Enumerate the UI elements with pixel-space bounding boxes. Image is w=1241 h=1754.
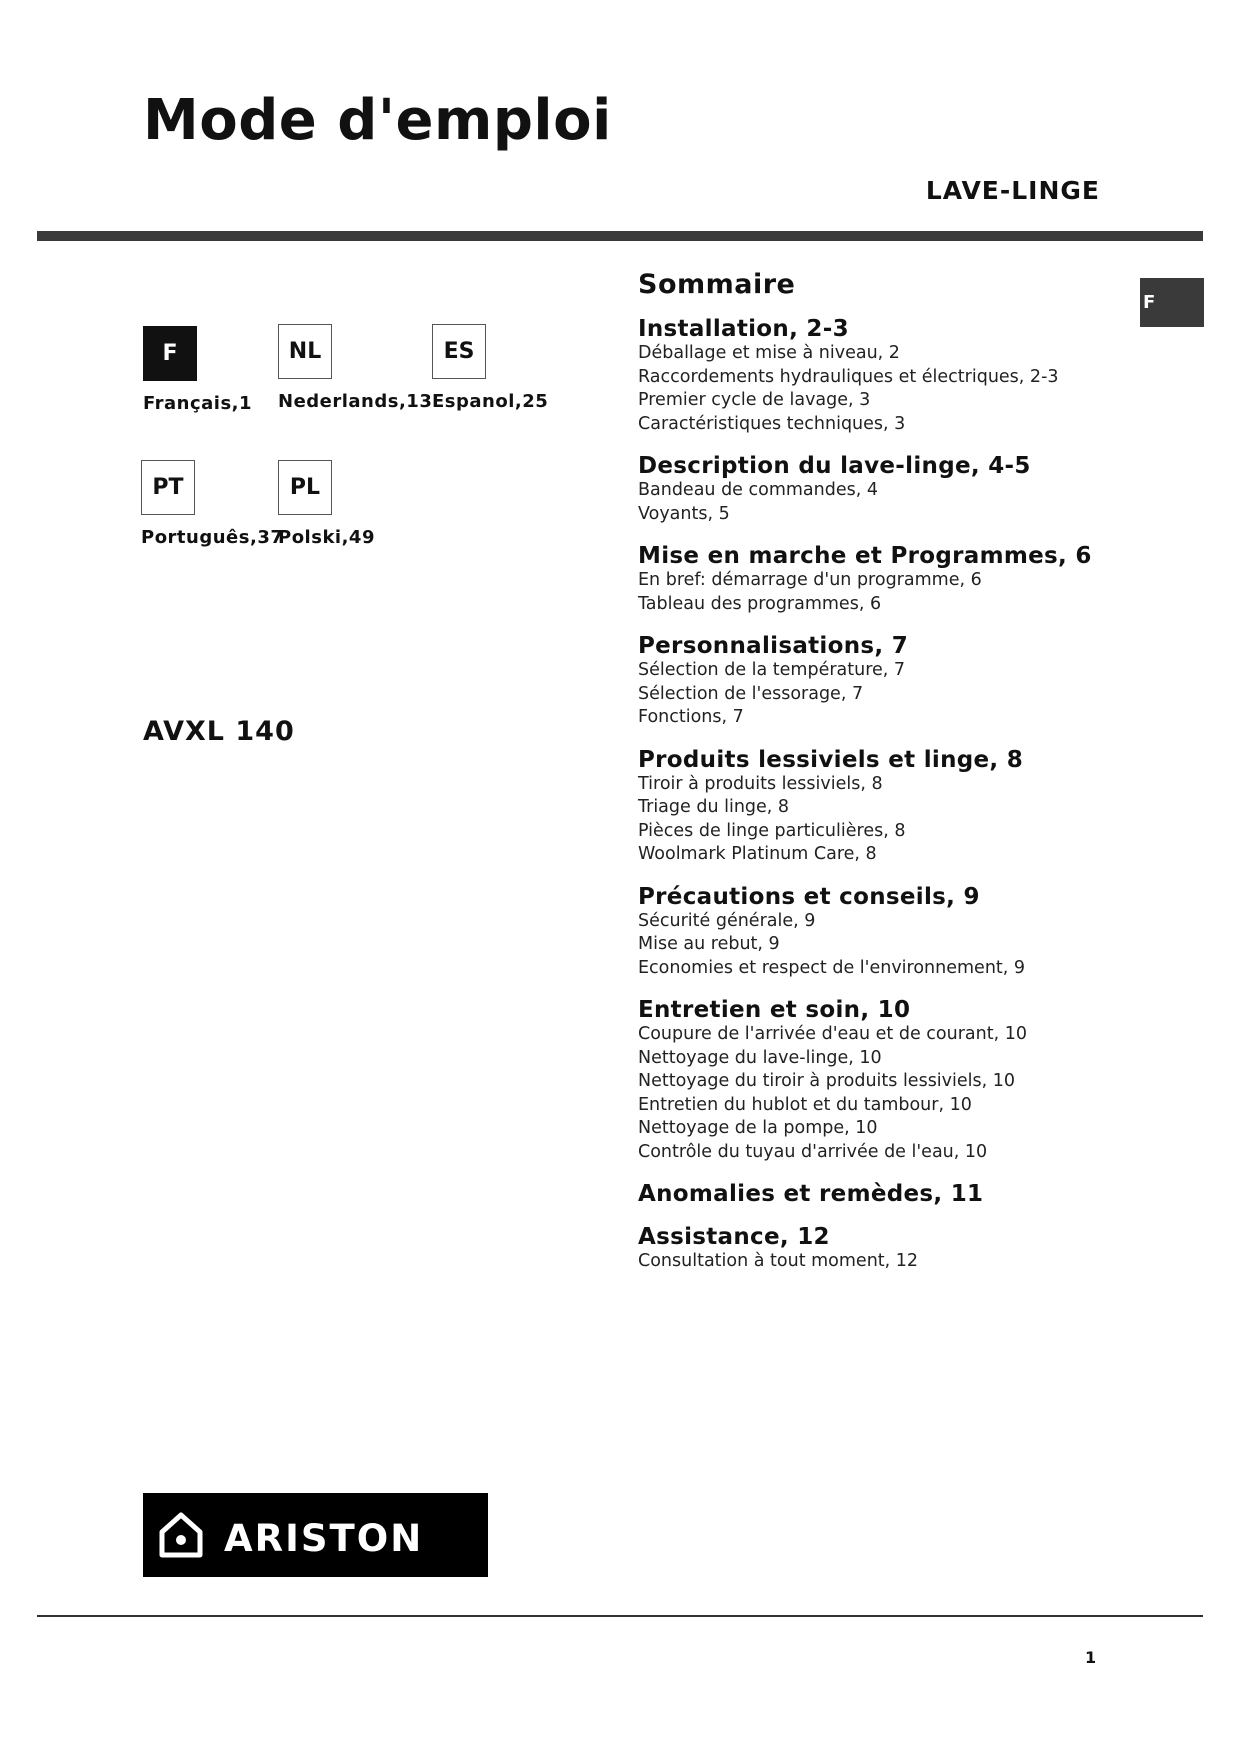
language-label: Espanol,25: [432, 391, 549, 412]
toc-entry[interactable]: Nettoyage du lave-linge, 10: [638, 1047, 882, 1068]
language-code: PT: [141, 460, 195, 515]
toc-entry[interactable]: Consultation à tout moment, 12: [638, 1251, 919, 1271]
toc-section: [638, 1181, 1178, 1207]
language-label: Nederlands,13: [278, 391, 433, 412]
toc-entry[interactable]: Bandeau de commandes, 4: [638, 480, 879, 500]
language-code: ES: [432, 324, 486, 379]
page-number: 1: [1085, 1648, 1097, 1667]
toc-section-heading[interactable]: Installation, 2-3: [638, 316, 849, 342]
language-item-pt[interactable]: [141, 460, 283, 548]
toc-section-heading[interactable]: Entretien et soin, 10: [638, 997, 911, 1023]
toc-entry[interactable]: Voyants, 5: [638, 503, 730, 524]
toc-section: [638, 884, 1178, 981]
ariston-logo: [143, 1493, 488, 1577]
toc-section: [638, 997, 1178, 1164]
toc-entry[interactable]: Caractéristiques techniques, 3: [638, 413, 906, 434]
toc-section-heading[interactable]: Assistance, 12: [638, 1224, 830, 1250]
language-label: Português,37: [141, 527, 284, 548]
toc-section-heading[interactable]: Précautions et conseils, 9: [638, 883, 980, 910]
toc-section-heading[interactable]: Description du lave-linge, 4-5: [638, 453, 1031, 479]
model-name: AVXL 140: [143, 716, 295, 747]
toc-entry[interactable]: Mise au rebut, 9: [638, 934, 780, 954]
table-of-contents: [638, 268, 1178, 1291]
toc-entry[interactable]: Tiroir à produits lessiviels, 8: [638, 773, 883, 794]
toc-section-heading[interactable]: Produits lessiviels et linge, 8: [638, 746, 1024, 773]
language-label: Français,1: [143, 393, 253, 414]
toc-entry[interactable]: Pièces de linge particulières, 8: [638, 820, 906, 841]
header-divider: [37, 231, 1203, 241]
toc-entry[interactable]: En bref: démarrage d'un programme, 6: [638, 570, 982, 590]
toc-entry[interactable]: Tableau des programmes, 6: [638, 593, 882, 614]
toc-entry[interactable]: Nettoyage de la pompe, 10: [638, 1118, 878, 1138]
language-item-fr[interactable]: [143, 326, 252, 414]
brand-name: ARISTON: [224, 1516, 424, 1560]
toc-sections: [638, 316, 1178, 1274]
toc-section: [638, 1224, 1178, 1274]
toc-section: [638, 453, 1178, 526]
toc-title: Sommaire: [638, 269, 796, 300]
language-tab: F: [1140, 278, 1204, 327]
toc-entry[interactable]: Entretien du hublot et du tambour, 10: [638, 1094, 972, 1115]
toc-entry[interactable]: Fonctions, 7: [638, 707, 744, 727]
language-item-es[interactable]: [432, 324, 548, 412]
toc-entry[interactable]: Raccordements hydrauliques et électriques, 2-3: [638, 366, 1059, 387]
toc-section: [638, 316, 1178, 436]
toc-section: [638, 747, 1178, 867]
toc-entry[interactable]: Premier cycle de lavage, 3: [638, 390, 871, 410]
page-title: Mode d'emploi: [143, 88, 612, 153]
toc-entry[interactable]: Déballage et mise à niveau, 2: [638, 343, 900, 363]
toc-entry[interactable]: Coupure de l'arrivée d'eau et de courant, 10: [638, 1024, 1027, 1044]
product-type: LAVE-LINGE: [925, 176, 1100, 205]
toc-entry[interactable]: Sélection de l'essorage, 7: [638, 683, 864, 704]
language-code: PL: [278, 460, 332, 515]
toc-entry[interactable]: Economies et respect de l'environnement, 9: [638, 957, 1026, 978]
language-label: Polski,49: [278, 527, 375, 548]
toc-section-heading[interactable]: Anomalies et remèdes, 11: [638, 1181, 984, 1207]
toc-entry[interactable]: Sécurité générale, 9: [638, 910, 816, 931]
toc-entry[interactable]: Contrôle du tuyau d'arrivée de l'eau, 10: [638, 1141, 988, 1162]
toc-section-heading[interactable]: Personnalisations, 7: [638, 633, 909, 659]
toc-entry[interactable]: Woolmark Platinum Care, 8: [638, 844, 877, 864]
house-icon: [158, 1510, 204, 1560]
footer-divider: [37, 1615, 1203, 1617]
toc-section: [638, 543, 1178, 616]
language-code: NL: [278, 324, 332, 379]
language-code: F: [143, 326, 197, 381]
toc-section: [638, 633, 1178, 730]
toc-section-heading[interactable]: Mise en marche et Programmes, 6: [638, 543, 1092, 569]
language-item-pl[interactable]: [278, 460, 375, 548]
toc-entry[interactable]: Sélection de la température, 7: [638, 660, 906, 680]
toc-entry[interactable]: Triage du linge, 8: [638, 797, 790, 817]
language-item-nl[interactable]: [278, 324, 432, 412]
toc-entry[interactable]: Nettoyage du tiroir à produits lessiviels, 10: [638, 1071, 1016, 1091]
